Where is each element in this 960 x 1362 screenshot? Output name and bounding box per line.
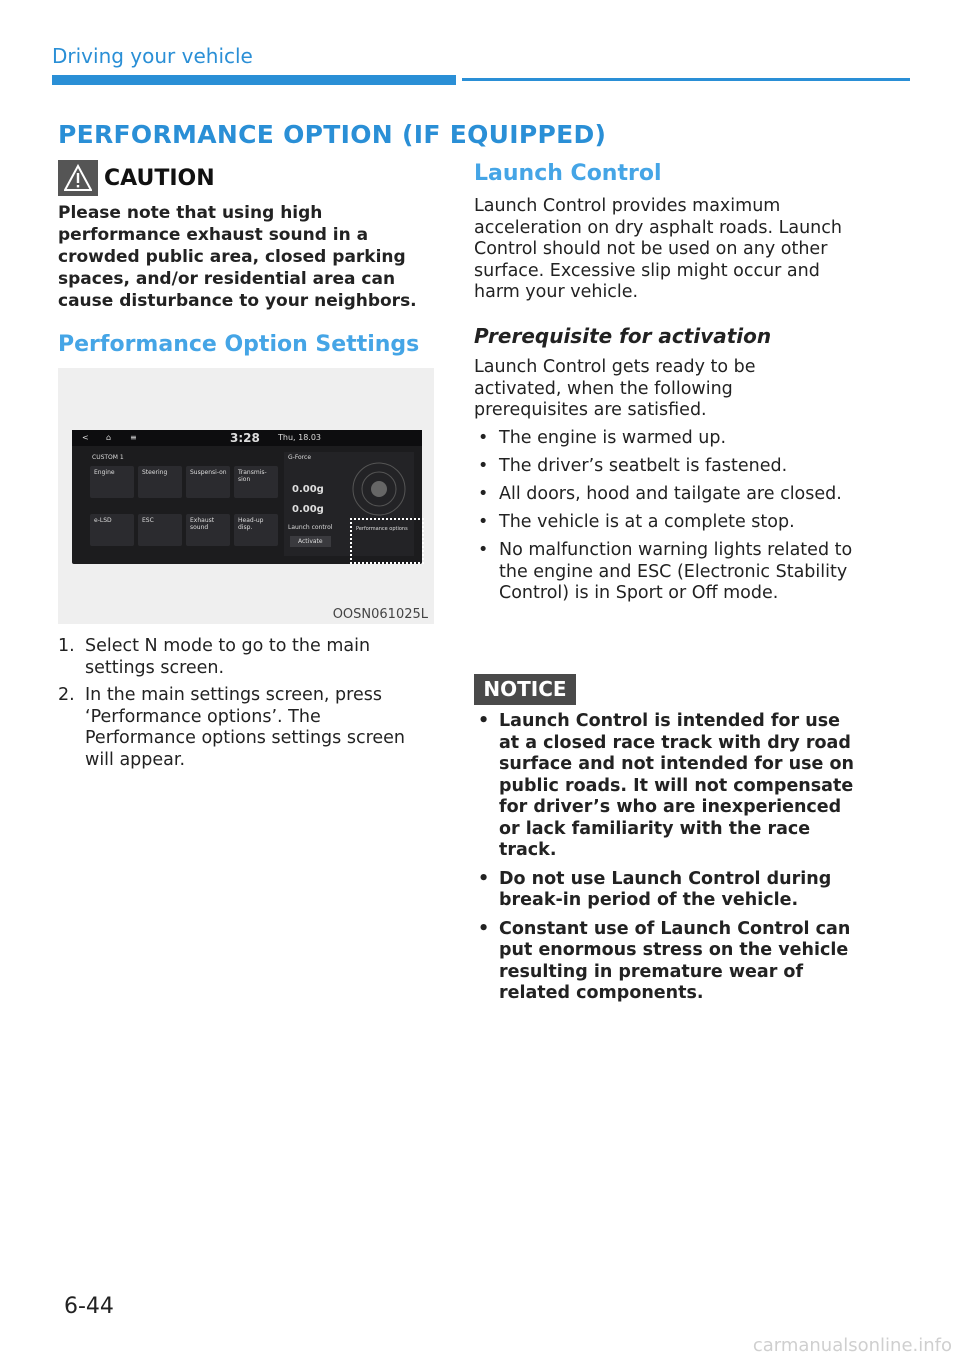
infotainment-screen [72,430,422,564]
list-item [474,540,854,605]
screen-date: Thu, 18.03 [278,433,322,442]
bullet: • [478,918,490,939]
list-item-text: Do not use Launch Control during break-in period of the vehicle. [499,868,832,910]
bullet: • [478,484,489,504]
caution-badge [58,160,98,196]
settings-screen-photo [58,368,434,624]
bullet: • [478,711,490,731]
tile-label: Engine [94,469,115,476]
back-icon: < [82,433,89,442]
tile-elsd [90,514,134,546]
step-text: Select N mode to go to the main settings screen. [85,636,371,678]
notice-list [474,711,854,1012]
tile-transmission [234,466,278,498]
notice-tag: NOTICE [474,674,576,705]
header-rule-thick [52,75,456,85]
list-item [474,919,854,1005]
watermark: carmanualsonline.info [752,1335,952,1356]
bullet: • [478,456,489,476]
gforce-label: G-Force [288,454,312,461]
tile-exhaust-sound [186,514,230,546]
tile-label: e-LSD [94,517,112,524]
list-item [58,685,428,771]
tile-steering [138,466,182,498]
list-item [474,456,854,478]
tile-head-up-display [234,514,278,546]
prereq-heading: Prerequisite for activation [474,324,772,348]
list-item [474,484,854,506]
performance-options-highlight [350,518,424,564]
list-item-text: All doors, hood and tailgate are closed. [499,484,842,504]
list-item [474,869,854,912]
list-item-text: No malfunction warning lights related to the engine and ESC (Electronic Stability Control) is in Sport or Off mode. [499,540,853,603]
home-icon: ⌂ [106,433,112,442]
header-rule-thin [462,78,910,81]
list-item-text: The driver’s seatbelt is fastened. [499,456,788,476]
settings-heading: Performance Option Settings [58,332,420,357]
gforce-value-1: 0.00g [292,484,324,495]
menu-icon: ≡ [130,433,137,442]
page-title: PERFORMANCE OPTION (IF EQUIPPED) [58,120,607,149]
list-item-text: The vehicle is at a complete stop. [499,512,795,532]
tile-label: Head-up disp. [238,517,264,531]
performance-options-button: Performance options [356,526,408,532]
screen-profile: CUSTOM 1 [92,454,124,461]
screen-time: 3:28 [230,431,260,445]
warning-triangle-icon [64,164,92,192]
bullet: • [478,540,489,560]
tile-label: ESC [142,517,154,524]
tile-label: Exhaust sound [190,517,215,531]
prereq-list [474,428,854,611]
list-item [474,711,854,862]
activate-button: Activate [290,536,331,547]
list-item-text: The engine is warmed up. [499,428,727,448]
list-item [58,636,428,679]
settings-steps [58,636,428,777]
tile-engine [90,466,134,498]
caution-label: CAUTION [104,166,215,191]
step-number: 1. [58,636,75,656]
page-number: 6-44 [64,1294,114,1319]
launch-intro: Launch Control provides maximum acceleration on dry asphalt roads. Launch Control should not be used on any other surface. Excessive slip might occur and harm your vehicle. [474,196,842,302]
step-number: 2. [58,685,75,705]
tile-label: Steering [142,469,168,476]
bullet: • [478,868,490,889]
gforce-value-2: 0.00g [292,504,324,515]
bullet: • [478,512,489,532]
prereq-intro: Launch Control gets ready to be activated, when the following prerequisites are satisfied. [474,357,756,420]
step-text: In the main settings screen, press ‘Performance options’. The Performance options settings screen will appear. [85,685,405,770]
gforce-dial [350,460,408,518]
tile-suspension [186,466,230,498]
tile-esc [138,514,182,546]
list-item [474,428,854,450]
list-item-text: Launch Control is intended for use at a closed race track with dry road surface and not intended for use on public roads. It will not compensate for driver’s who are inexperienced or lack familiarity with the race track. [499,711,854,860]
bullet: • [478,428,489,448]
launch-heading: Launch Control [474,161,662,186]
launch-control-label: Launch control [288,524,333,531]
header-section-title: Driving your vehicle [52,44,253,68]
list-item-text: Constant use of Launch Control can put enormous stress on the vehicle resulting in premature wear of related components. [499,918,851,1003]
caution-text: Please note that using high performance exhaust sound in a crowded public area, closed parking spaces, and/or residential area can cause disturbance to your neighbors. [58,203,417,311]
tile-label: Suspensi-on [190,469,227,476]
image-code: OOSN061025L [332,607,428,622]
tile-label: Transmis-sion [238,469,267,483]
list-item [474,512,854,534]
